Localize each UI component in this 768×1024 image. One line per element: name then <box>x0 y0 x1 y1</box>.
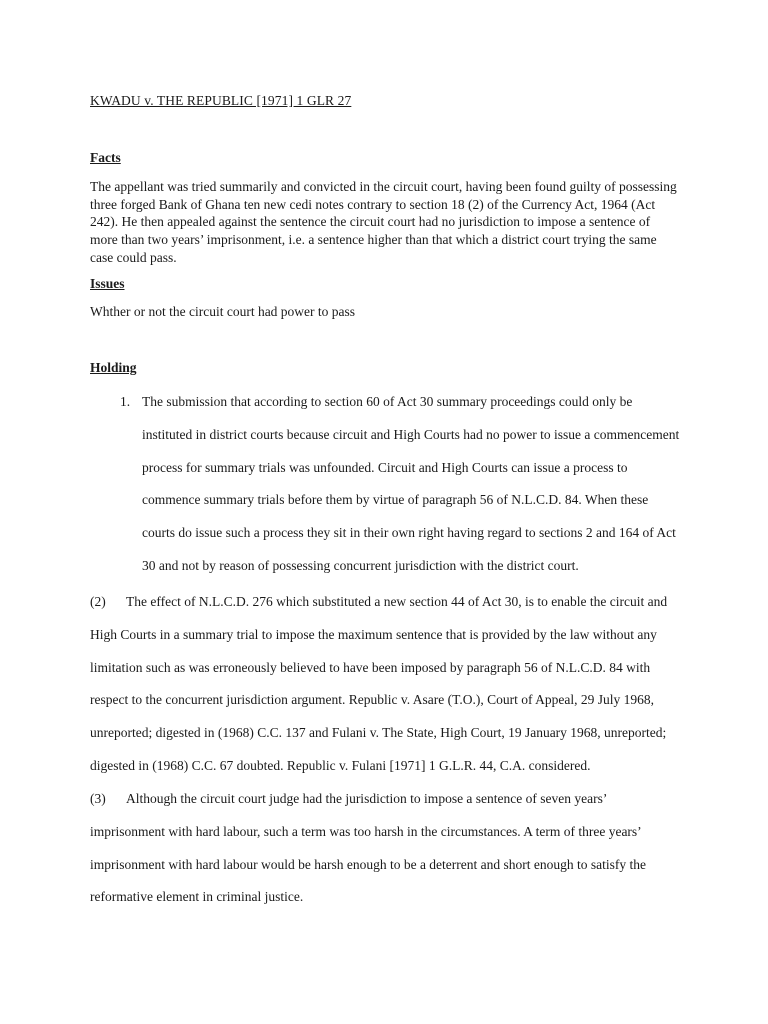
holding-item-text: The submission that according to section 60 of Act 30 summary proceedings could only be instituted in district courts because circuit and High Courts had no power to issue a commencement process for summary trials was unfounded. Circuit and High Courts can issue a process to commence summary trials before them by virtue of paragraph 56 of N.L.C.D. 84. When these courts do issue such a process they sit in their own right having regard to sections 2 and 164 of Act 30 and not by reason of possessing concurrent jurisdiction with the district court. <box>142 394 680 573</box>
holding-item-3 <box>90 783 680 914</box>
holding-item-1 <box>90 386 680 583</box>
holding-heading: Holding <box>90 360 137 375</box>
issues-heading: Issues <box>90 276 125 291</box>
facts-paragraph: The appellant was tried summarily and convicted in the circuit court, having been found guilty of possessing three forged Bank of Ghana ten new cedi notes contrary to section 18 (2) of the Currency Act, 1964 (Act 242). He then appealed against the sentence the circuit court had no jurisdiction to impose a sentence of more than two years’ imprisonment, i.e. a sentence higher than that which a district court trying the same case could pass. <box>90 179 677 265</box>
holding-item-text: Although the circuit court judge had the jurisdiction to impose a sentence of seven years’ imprisonment with hard labour, such a term was too harsh in the circumstances. A term of three years’ imprisonment with hard labour would be harsh enough to be a deterrent and short enough to satisfy the reformative element in criminal justice. <box>90 791 646 905</box>
holding-item-2 <box>90 586 680 783</box>
holding-item-number: 1. <box>120 394 131 409</box>
holding-item-number: (2) <box>90 594 106 609</box>
issues-paragraph: Whther or not the circuit court had power to pass <box>90 304 356 319</box>
case-title: KWADU v. THE REPUBLIC [1971] 1 GLR 27 <box>90 93 352 108</box>
holding-item-number: (3) <box>90 791 106 806</box>
facts-heading: Facts <box>90 150 121 165</box>
holding-item-text: The effect of N.L.C.D. 276 which substituted a new section 44 of Act 30, is to enable the circuit and High Courts in a summary trial to impose the maximum sentence that is provided by the law without any limitation such as was erroneously believed to have been imposed by paragraph 56 of N.L.C.D. 84 with respect to the concurrent jurisdiction argument. Republic v. Asare (T.O.), Court of Appeal, 29 July 1968, unreported; digested in (1968) C.C. 137 and Fulani v. The State, High Court, 19 January 1968, unreported; digested in (1968) C.C. 67 doubted. Republic v. Fulani [1971] 1 G.L.R. 44, C.A. considered. <box>90 594 668 773</box>
holding-list <box>90 386 680 583</box>
